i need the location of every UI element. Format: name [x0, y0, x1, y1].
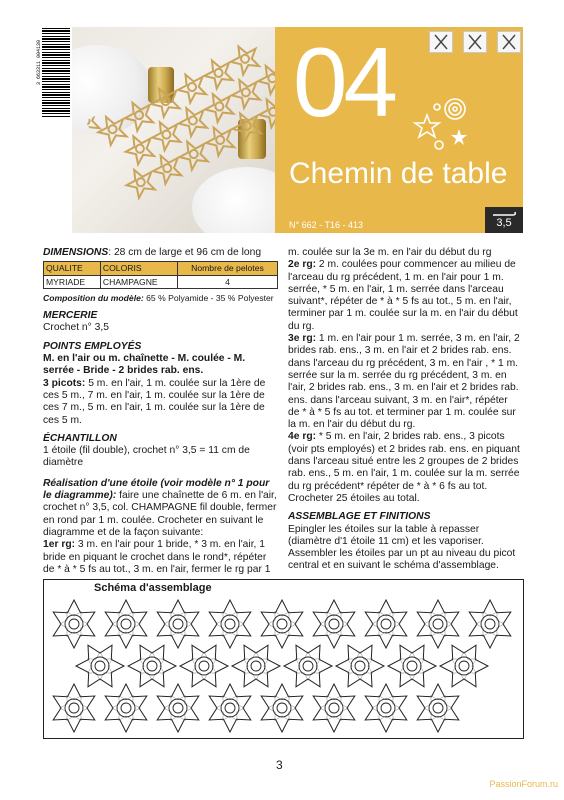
rg4-text: * 5 m. en l'air, 2 brides rab. ens., 3 picots (voir pts employés) et 2 brides rab. ens. en piquant dans l'arceau situé entre les 2 groupes de 2 brides rab. ens., 5 m. en l'air, 1 m. coulée sur la m. serrée du rg précédent* répéter de * à * 6 fs au tot.: [288, 431, 520, 492]
dimensions-label: DIMENSIONS: [43, 247, 109, 258]
hook-size-badge: [485, 207, 523, 233]
rg4-label: 4e rg:: [288, 431, 317, 443]
left-column: [43, 247, 278, 576]
assemblage-text: Epingler les étoiles sur la table à repasser (diamètre d'1 étoile 11 cm) et les vaporiser. Assembler les étoiles par un pt au niveau du picot central et en suivant le schéma d'assemblage.: [288, 523, 516, 572]
star-motif: [180, 645, 228, 687]
table-header: Nombre de pelotes: [177, 262, 277, 275]
table-row: MYRIADE CHAMPAGNE 4: [44, 275, 278, 288]
star-motif: [261, 600, 303, 648]
hook-size: 3,5: [496, 217, 512, 229]
assembly-stars-drawing: [44, 580, 523, 738]
star-motif: [417, 684, 459, 732]
star-motif: [440, 645, 488, 687]
points-title: POINTS EMPLOYÉS: [43, 340, 142, 352]
picots-text: 5 m. en l'air, 1 m. coulée sur la 1ère de ces 5 m., 7 m. en l'air, 1 m. coulée sur la 1ère de ces 7 m., 5 m. en l'air, 1 m. coulée sur la 1ère de ces 5 m.: [43, 377, 266, 426]
picots-label: 3 picots:: [43, 377, 86, 389]
table-header: COLORIS: [100, 262, 177, 275]
echantillon-title: ÉCHANTILLON: [43, 432, 117, 444]
star-motif: [128, 645, 176, 687]
page-number: 3: [276, 758, 283, 772]
yarn-table: [43, 261, 278, 289]
rg1-text: 3 m. en l'air pour 1 bride, * 3 m. en l'air, 1 bride en piquant le crochet dans le rond*, répéter de * à * 5 fs au tot., 3 m. en l'air, fermer le rg par 1: [43, 539, 271, 575]
star-motif: [365, 600, 407, 648]
star-motif: [209, 600, 251, 648]
pattern-number: 04: [293, 27, 395, 137]
rg2-label: 2e rg:: [288, 259, 317, 271]
difficulty-mark-icon: [497, 31, 521, 53]
composition-label: Composition du modèle:: [43, 292, 144, 303]
star-motif: [261, 684, 303, 732]
star-motif: [365, 684, 407, 732]
star-motif: [469, 600, 511, 648]
mercerie-text: Crochet n° 3,5: [43, 322, 109, 334]
reference-code: N° 662 - T16 - 413: [289, 220, 363, 230]
star-motif: [388, 645, 436, 687]
star-motif: [284, 645, 332, 687]
star-motif: [417, 600, 459, 648]
crochet-total: Crocheter 25 étoiles au total.: [288, 492, 420, 504]
difficulty-mark-icon: [429, 31, 453, 53]
watermark: PassionForum.ru: [489, 779, 558, 789]
rg1-label: 1er rg:: [43, 539, 76, 551]
points-text: M. en l'air ou m. chaînette - M. coulée - M. serrée - Bride - 2 brides rab. ens.: [43, 353, 246, 377]
diagram-title: Schéma d'assemblage: [94, 582, 212, 594]
star-motif: [53, 684, 95, 732]
pattern-title: Chemin de table: [289, 157, 508, 190]
right-column: [288, 247, 521, 573]
dimensions-text: : 28 cm de large et 96 cm de long: [108, 247, 262, 258]
composition-text: 65 % Polyamide - 35 % Polyester: [143, 292, 274, 303]
star-motif: [209, 684, 251, 732]
rg3-label: 3e rg:: [288, 333, 317, 345]
echantillon-text: 1 étoile (fil double), crochet n° 3,5 = 11 cm de diamètre: [43, 445, 250, 469]
crochet-hook-icon: [491, 209, 517, 219]
realisation-label: Réalisation d'une étoile (voir modèle n° 1 pour le diagramme):: [43, 477, 270, 502]
title-panel: [275, 27, 523, 233]
assembly-diagram: [43, 579, 524, 739]
star-motif: [157, 684, 199, 732]
rg3-text: 1 m. en l'air pour 1 m. serrée, 3 m. en l'air, 2 brides rab. ens., 3 m. en l'air et 2 brides rab. ens. dans l'arceau du rg précédent, 3 m. en l'air , * 1 m. serrée sur la m. serrée du rg précédent, 3 m. en l'air, 2 brides rab. ens., 3 m. en l'air et 2 brides rab. ens. dans l'arceau suivant, 3 m. en l'air*, répéter de * à * 5 fs au tot. et terminer par 1 m. coulée sur la m. en l'air du début du rg.: [288, 333, 520, 431]
star-motif: [313, 600, 355, 648]
star-motif: [232, 645, 280, 687]
star-motif: [336, 645, 384, 687]
star-motif: [76, 645, 124, 687]
assemblage-title: ASSEMBLAGE ET FINITIONS: [288, 511, 431, 523]
star-motif: [313, 684, 355, 732]
star-motif: [105, 684, 147, 732]
product-photo: [72, 27, 275, 233]
star-motif: [105, 600, 147, 648]
continuation-text: m. coulée sur la 3e m. en l'air du début du rg: [288, 247, 492, 258]
rg2-text: 2 m. coulées pour commencer au milieu de l'arceau du rg précédent, 1 m. en l'air pour 1 m. serrée, * 5 m. en l'air, 1 m. serrée dans l'arceau suivant*, répéter de * à * 5 fs au tot., 5 m. en l'air, terminer par 1 m. coulée sur la m. en l'air du début du rg.: [288, 259, 518, 332]
barcode: [42, 28, 70, 118]
realisation-text: faire une chaînette de 6 m. en l'air, crochet n° 3,5, col. CHAMPAGNE fil double, fermer en rond par 1 m. coulée. Crocheter en suivant le diagramme et de la façon suivante:: [43, 490, 277, 538]
star-motif: [157, 600, 199, 648]
mercerie-title: MERCERIE: [43, 310, 98, 322]
star-motif: [53, 600, 95, 648]
table-header: QUALITE: [44, 262, 101, 275]
star-ornament-icon: [411, 93, 475, 153]
difficulty-mark-icon: [463, 31, 487, 53]
barcode-number: 3 663311 004130: [36, 40, 42, 86]
